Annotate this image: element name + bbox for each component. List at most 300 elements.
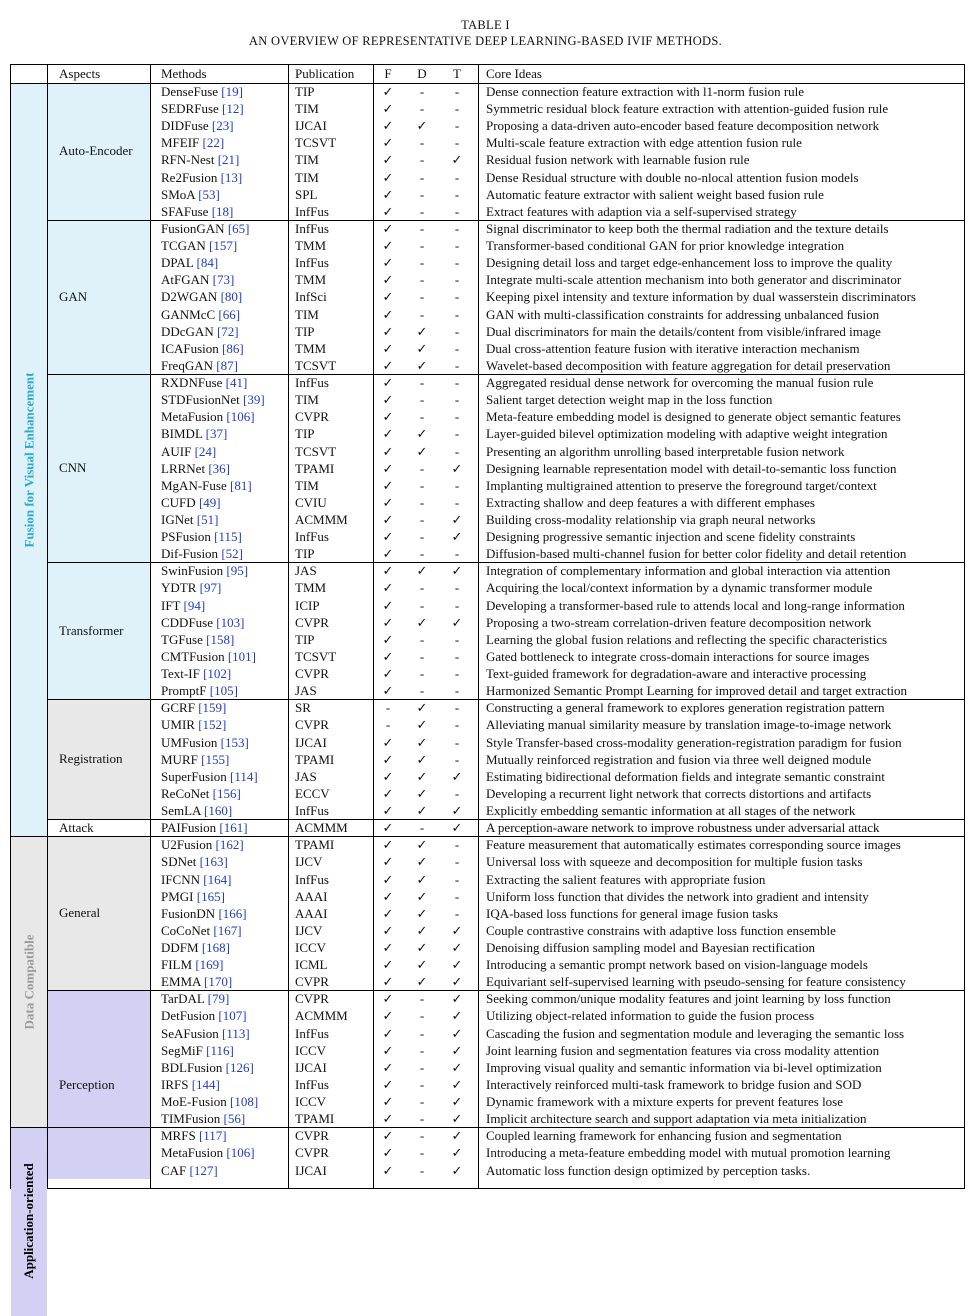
method-cell: [161, 871, 231, 888]
d-flag: -: [419, 1042, 425, 1058]
citation-link[interactable]: [163]: [199, 854, 228, 870]
t-flag: -: [454, 648, 460, 664]
aspect-label: Attack: [59, 819, 94, 835]
method-name: TCGAN: [161, 238, 206, 254]
method-cell: [161, 716, 226, 733]
publication-cell: SPL: [295, 186, 318, 202]
citation-link[interactable]: [156]: [212, 785, 241, 801]
citation-link[interactable]: [165]: [196, 888, 225, 904]
d-flag: ✓: [416, 888, 428, 904]
citation-link[interactable]: [94]: [183, 597, 206, 613]
citation-link[interactable]: [97]: [199, 580, 222, 596]
method-cell: [161, 460, 230, 477]
publication-cell: TCSVT: [295, 135, 337, 151]
method-name: LRRNet: [161, 460, 206, 476]
t-flag: -: [454, 683, 460, 699]
t-flag: ✓: [451, 1145, 463, 1161]
aspect-label: GAN: [59, 288, 88, 304]
citation-link[interactable]: [170]: [203, 974, 233, 990]
citation-link[interactable]: [117]: [198, 1128, 227, 1144]
core-idea-cell: Mutually reinforced registration and fusion via three well deigned module: [486, 751, 872, 767]
d-flag: -: [419, 460, 425, 476]
core-idea-cell: Dual discriminators for main the details/content from visible/infrared image: [486, 323, 881, 339]
method-name: MFEIF: [161, 135, 200, 151]
header-t: T: [453, 66, 461, 81]
f-flag: ✓: [382, 169, 394, 185]
f-flag: ✓: [382, 785, 394, 801]
d-flag: ✓: [416, 957, 428, 973]
t-flag: -: [454, 751, 460, 767]
citation-link[interactable]: [168]: [201, 940, 230, 955]
f-flag: ✓: [382, 186, 394, 202]
method-cell: [161, 203, 233, 220]
aspect-label: Registration: [59, 751, 123, 767]
publication-cell: InfSci: [295, 289, 327, 305]
method-cell: [161, 1042, 234, 1059]
d-flag: -: [419, 597, 425, 613]
core-idea-cell: Text-guided framework for degradation-aware and interactive processing: [486, 666, 867, 682]
core-idea-cell: Residual fusion network with learnable fusion rule: [486, 152, 750, 168]
f-flag: -: [385, 700, 391, 716]
method-cell: [161, 237, 237, 254]
citation-link[interactable]: [101]: [227, 648, 256, 664]
method-name: IFCNN: [161, 871, 201, 887]
core-idea-cell: Couple contrastive constrains with adaptive loss function ensemble: [486, 922, 836, 938]
d-flag: ✓: [416, 734, 428, 750]
citation-link[interactable]: [39]: [242, 392, 265, 408]
f-flag: ✓: [382, 1008, 394, 1024]
publication-cell: TIM: [295, 152, 319, 168]
d-flag: -: [419, 272, 425, 288]
d-flag: -: [419, 666, 425, 682]
core-idea-cell: Interactively reinforced multi-task framework to bridge fusion and SOD: [486, 1076, 862, 1092]
citation-link[interactable]: [19]: [221, 84, 243, 99]
d-flag: -: [419, 1145, 425, 1161]
publication-cell: ACMMM: [295, 512, 348, 527]
citation-link[interactable]: [53]: [198, 186, 220, 202]
publication-cell: AAAI: [295, 888, 328, 904]
citation-link[interactable]: [13]: [220, 169, 243, 185]
d-flag: -: [419, 375, 425, 391]
method-cell: [161, 374, 247, 391]
core-idea-cell: Acquiring the local/context information by a dynamic transformer module: [486, 580, 873, 596]
method-cell: [161, 408, 255, 425]
citation-link[interactable]: [87]: [216, 357, 238, 373]
publication-cell: ACMMM: [295, 820, 348, 836]
citation-link[interactable]: [166]: [218, 905, 247, 921]
publication-cell: TMM: [295, 238, 327, 254]
t-flag: -: [454, 186, 460, 202]
publication-cell: IJCV: [295, 922, 323, 938]
f-flag: ✓: [382, 529, 394, 545]
header-publication: Publication: [295, 66, 355, 81]
f-flag: ✓: [382, 272, 394, 288]
citation-link[interactable]: [152]: [198, 717, 227, 733]
method-cell: [161, 134, 224, 151]
f-flag: ✓: [382, 512, 394, 527]
publication-cell: TIM: [295, 169, 319, 185]
method-cell: [161, 785, 241, 802]
citation-link[interactable]: [12]: [222, 101, 244, 117]
d-flag: ✓: [416, 357, 428, 373]
method-name: DDcGAN: [161, 323, 214, 339]
method-cell: [161, 631, 234, 648]
d-flag: -: [419, 409, 425, 425]
d-flag: -: [419, 1162, 425, 1178]
t-flag: -: [454, 717, 460, 733]
citation-link[interactable]: [127]: [189, 1162, 218, 1178]
core-idea-cell: Constructing a general framework to explores generation registration pattern: [486, 700, 885, 716]
group-label: [11, 83, 47, 836]
d-flag: ✓: [416, 751, 428, 767]
citation-link[interactable]: [36]: [208, 460, 230, 476]
core-idea-cell: Transformer-based conditional GAN for prior knowledge integration: [486, 238, 845, 254]
citation-link[interactable]: [169]: [195, 957, 224, 973]
method-cell: [161, 973, 232, 990]
publication-cell: IJCAI: [295, 118, 327, 134]
citation-link[interactable]: [86]: [222, 340, 244, 356]
t-flag: -: [454, 203, 460, 219]
t-flag: ✓: [451, 768, 463, 784]
core-idea-cell: Introducing a semantic prompt network based on vision-language models: [486, 957, 868, 973]
t-flag: -: [454, 837, 460, 853]
citation-link[interactable]: [153]: [220, 734, 249, 750]
citation-link[interactable]: [72]: [216, 323, 239, 339]
d-flag: -: [419, 306, 425, 322]
method-cell: [161, 1093, 258, 1110]
method-name: FILM: [161, 957, 193, 973]
core-idea-cell: Feature measurement that automatically estimates corresponding source images: [486, 837, 901, 853]
t-flag: ✓: [451, 614, 463, 630]
t-flag: -: [454, 785, 460, 801]
table-number: TABLE I: [461, 18, 510, 32]
method-cell: [161, 905, 247, 922]
publication-cell: TIM: [295, 101, 319, 117]
header-d: D: [417, 66, 427, 81]
t-flag: ✓: [451, 820, 463, 836]
method-name: SFAFuse: [161, 203, 209, 219]
f-flag: ✓: [382, 135, 394, 151]
citation-link[interactable]: [160]: [203, 803, 233, 819]
method-name: PSFusion: [161, 529, 211, 545]
citation-link[interactable]: [113]: [222, 1025, 250, 1041]
citation-link[interactable]: [162]: [215, 837, 244, 853]
publication-cell: TMM: [295, 272, 327, 288]
core-idea-cell: Designing learnable representation model with detail-to-semantic loss function: [486, 460, 897, 476]
f-flag: ✓: [382, 922, 394, 938]
method-name: EMMA: [161, 974, 201, 990]
method-cell: [161, 186, 220, 203]
d-flag: ✓: [416, 563, 428, 579]
publication-cell: JAS: [295, 563, 317, 579]
method-cell: [161, 1162, 218, 1179]
f-flag: ✓: [382, 289, 394, 305]
publication-cell: JAS: [295, 683, 317, 699]
method-cell: [161, 340, 244, 357]
citation-link[interactable]: [167]: [213, 922, 242, 938]
method-name: MetaFusion: [161, 409, 224, 425]
f-flag: -: [385, 717, 391, 733]
method-cell: [161, 819, 248, 836]
core-idea-cell: Estimating bidirectional deformation fields and integrate semantic constraint: [486, 768, 885, 784]
t-flag: -: [454, 546, 460, 562]
citation-link[interactable]: [157]: [209, 238, 238, 254]
citation-link[interactable]: [37]: [205, 426, 228, 442]
core-idea-cell: Symmetric residual block feature extraction with attention-guided fusion rule: [486, 101, 889, 117]
f-flag: ✓: [382, 203, 394, 219]
d-flag: -: [419, 135, 425, 151]
core-idea-cell: Universal loss with squeeze and decomposition for multiple fusion tasks: [486, 854, 863, 870]
d-flag: ✓: [416, 871, 428, 887]
t-flag: -: [454, 392, 460, 408]
t-flag: ✓: [451, 991, 463, 1007]
publication-cell: ACMMM: [295, 1008, 348, 1024]
t-flag: -: [454, 84, 460, 99]
d-flag: ✓: [416, 785, 428, 801]
core-idea-cell: Signal discriminator to keep both the thermal radiation and the texture details: [486, 220, 889, 236]
method-cell: [161, 751, 229, 768]
publication-cell: InfFus: [295, 1025, 329, 1041]
method-name: DetFusion: [161, 1008, 216, 1024]
t-flag: -: [454, 238, 460, 254]
t-flag: -: [454, 631, 460, 647]
core-idea-cell: Automatic loss function design optimized by perception tasks.: [486, 1162, 811, 1178]
t-flag: -: [454, 426, 460, 442]
core-idea-cell: Implanting multigrained attention to preserve the foreground target/context: [486, 477, 877, 493]
d-flag: ✓: [416, 922, 428, 938]
citation-link[interactable]: [114]: [229, 768, 258, 784]
citation-link[interactable]: [106]: [226, 409, 255, 425]
citation-link[interactable]: [105]: [209, 683, 238, 699]
f-flag: ✓: [382, 1059, 394, 1075]
method-cell: [161, 169, 242, 186]
citation-link[interactable]: [73]: [212, 272, 235, 288]
citation-link[interactable]: [81]: [229, 477, 252, 493]
method-name: RFN-Nest: [161, 152, 215, 168]
citation-link[interactable]: [115]: [214, 529, 242, 545]
citation-link[interactable]: [52]: [221, 546, 243, 562]
header-f: F: [384, 66, 392, 81]
d-flag: -: [419, 203, 425, 219]
core-idea-cell: Utilizing object-related information to guide the fusion process: [486, 1008, 815, 1024]
publication-cell: TIP: [295, 84, 315, 99]
method-cell: [161, 391, 265, 408]
core-idea-cell: Uniform loss function that divides the network into gradient and intensity: [486, 888, 869, 904]
citation-link[interactable]: [80]: [220, 289, 243, 305]
citation-link[interactable]: [126]: [225, 1059, 254, 1075]
citation-link[interactable]: [21]: [217, 152, 240, 168]
method-name: CDDFuse: [161, 614, 214, 630]
d-flag: ✓: [416, 940, 428, 955]
citation-link[interactable]: [103]: [216, 614, 245, 630]
core-idea-cell: Dense connection feature extraction with l1-norm fusion rule: [486, 84, 805, 99]
citation-link[interactable]: [23]: [211, 118, 234, 134]
method-name: D2WGAN: [161, 289, 218, 305]
method-name: SegMiF: [161, 1042, 203, 1058]
citation-link[interactable]: [159]: [198, 700, 227, 716]
method-cell: [161, 220, 250, 237]
d-flag: ✓: [416, 837, 428, 853]
method-name: AtFGAN: [161, 272, 210, 288]
core-idea-cell: Joint learning fusion and segmentation features via cross modality attention: [486, 1042, 880, 1058]
column-divider: [150, 65, 151, 1188]
core-idea-cell: Keeping pixel intensity and texture information by dual wasserstein discriminators: [486, 289, 916, 305]
group-label-text: Application-oriented: [21, 1163, 36, 1280]
publication-cell: ICCV: [295, 1042, 327, 1058]
method-name: MRFS: [161, 1128, 196, 1144]
f-flag: ✓: [382, 1128, 394, 1144]
t-flag: -: [454, 272, 460, 288]
method-name: SEDRFuse: [161, 101, 219, 117]
citation-link[interactable]: [18]: [211, 203, 234, 219]
t-flag: -: [454, 871, 460, 887]
core-idea-cell: Equivariant self-supervised learning with pseudo-sensing for feature consistency: [486, 974, 906, 990]
method-name: AUIF: [161, 443, 192, 459]
t-flag: -: [454, 734, 460, 750]
citation-link[interactable]: [102]: [203, 666, 232, 682]
d-flag: -: [419, 477, 425, 493]
method-cell: [161, 151, 239, 168]
method-name: PMGI: [161, 888, 194, 904]
publication-cell: TIM: [295, 306, 319, 322]
publication-cell: CVPR: [295, 974, 329, 990]
column-divider: [288, 65, 289, 1188]
citation-link[interactable]: [49]: [198, 494, 221, 510]
d-flag: -: [419, 169, 425, 185]
method-cell: [161, 836, 244, 853]
f-flag: ✓: [382, 306, 394, 322]
method-cell: [161, 562, 248, 579]
citation-link[interactable]: [51]: [196, 512, 219, 527]
core-idea-cell: Implicit architecture search and support adaptation via meta initialization: [486, 1111, 867, 1127]
f-flag: ✓: [382, 1025, 394, 1041]
method-name: SemLA: [161, 803, 201, 819]
method-cell: [161, 83, 243, 100]
publication-cell: ICCV: [295, 1094, 327, 1110]
publication-cell: CVPR: [295, 614, 329, 630]
publication-cell: InfFus: [295, 220, 329, 236]
method-name: SuperFusion: [161, 768, 227, 784]
d-flag: -: [419, 84, 425, 99]
citation-link[interactable]: [144]: [191, 1076, 220, 1092]
citation-link[interactable]: [161]: [219, 820, 248, 836]
citation-link[interactable]: [84]: [196, 255, 219, 271]
publication-cell: TMM: [295, 580, 327, 596]
t-flag: -: [454, 118, 460, 134]
citation-link[interactable]: [79]: [207, 991, 230, 1007]
method-cell: [161, 528, 242, 545]
citation-link[interactable]: [24]: [194, 443, 217, 459]
d-flag: -: [419, 1128, 425, 1144]
citation-link[interactable]: [65]: [227, 220, 250, 236]
f-flag: ✓: [382, 375, 394, 391]
core-idea-cell: GAN with multi-classification constraints for addressing unbalanced fusion: [486, 306, 880, 322]
method-name: FusionDN: [161, 905, 216, 921]
group-label-text: Fusion for Visual Enhancement: [21, 372, 36, 548]
core-idea-cell: Dense Residual structure with double no-nlocal attention fusion models: [486, 169, 859, 185]
citation-link[interactable]: [41]: [225, 375, 248, 391]
f-flag: ✓: [382, 803, 394, 819]
d-flag: ✓: [416, 118, 428, 134]
f-flag: ✓: [382, 820, 394, 836]
method-name: CoCoNet: [161, 922, 211, 938]
publication-cell: InfFus: [295, 375, 329, 391]
method-name: ReCoNet: [161, 785, 210, 801]
f-flag: ✓: [382, 940, 394, 955]
table-title: AN OVERVIEW OF REPRESENTATIVE DEEP LEARNING-BASED IVIF METHODS.: [248, 34, 723, 48]
d-flag: ✓: [416, 443, 428, 459]
core-idea-cell: Explicitly embedding semantic information at all stages of the network: [486, 803, 856, 819]
method-name: MoE-Fusion: [161, 1094, 227, 1110]
method-name: DenseFuse: [161, 84, 219, 99]
d-flag: -: [419, 991, 425, 1007]
method-name: CAF: [161, 1162, 187, 1178]
d-flag: -: [419, 512, 425, 527]
d-flag: -: [419, 289, 425, 305]
header-core-ideas: Core Ideas: [486, 66, 542, 81]
method-cell: [161, 802, 232, 819]
t-flag: -: [454, 580, 460, 596]
citation-link[interactable]: [108]: [229, 1094, 259, 1110]
citation-link[interactable]: [158]: [206, 631, 235, 647]
citation-link[interactable]: [155]: [201, 751, 230, 767]
t-flag: ✓: [451, 460, 463, 476]
core-idea-cell: Aggregated residual dense network for overcoming the manual fusion rule: [486, 375, 874, 391]
citation-link[interactable]: [22]: [202, 135, 225, 151]
d-flag: -: [419, 1076, 425, 1092]
publication-cell: CVPR: [295, 991, 329, 1007]
publication-cell: IJCAI: [295, 1059, 327, 1075]
t-flag: -: [454, 135, 460, 151]
f-flag: ✓: [382, 905, 394, 921]
t-flag: ✓: [451, 563, 463, 579]
publication-cell: JAS: [295, 768, 317, 784]
method-cell: [161, 853, 228, 870]
publication-cell: AAAI: [295, 905, 328, 921]
method-cell: [161, 579, 221, 596]
citation-link[interactable]: [116]: [206, 1042, 234, 1058]
citation-link[interactable]: [107]: [218, 1008, 247, 1024]
citation-link[interactable]: [95]: [226, 563, 249, 579]
t-flag: -: [454, 340, 460, 356]
publication-cell: InfFus: [295, 1076, 329, 1092]
f-flag: ✓: [382, 357, 394, 373]
t-flag: ✓: [451, 1128, 463, 1144]
aspect-label: Transformer: [59, 622, 124, 638]
method-name: MURF: [161, 751, 198, 767]
f-flag: ✓: [382, 631, 394, 647]
publication-cell: CVPR: [295, 1128, 329, 1144]
f-flag: ✓: [382, 220, 394, 236]
core-idea-cell: A perception-aware network to improve robustness under adversarial attack: [486, 820, 880, 836]
method-name: U2Fusion: [161, 837, 213, 853]
citation-link[interactable]: [106]: [226, 1145, 255, 1161]
d-flag: -: [419, 648, 425, 664]
citation-link[interactable]: [56]: [223, 1111, 246, 1127]
publication-cell: ECCV: [295, 785, 330, 801]
core-idea-cell: Designing progressive semantic injection and scene fidelity constraints: [486, 529, 856, 545]
f-flag: ✓: [382, 666, 394, 682]
citation-link[interactable]: [164]: [203, 871, 232, 887]
f-flag: ✓: [382, 1162, 394, 1178]
method-name: UMIR: [161, 717, 195, 733]
citation-link[interactable]: [66]: [218, 306, 241, 322]
f-flag: ✓: [382, 546, 394, 562]
f-flag: ✓: [382, 255, 394, 271]
d-flag: ✓: [416, 426, 428, 442]
d-flag: -: [419, 255, 425, 271]
method-cell: [161, 1059, 254, 1076]
